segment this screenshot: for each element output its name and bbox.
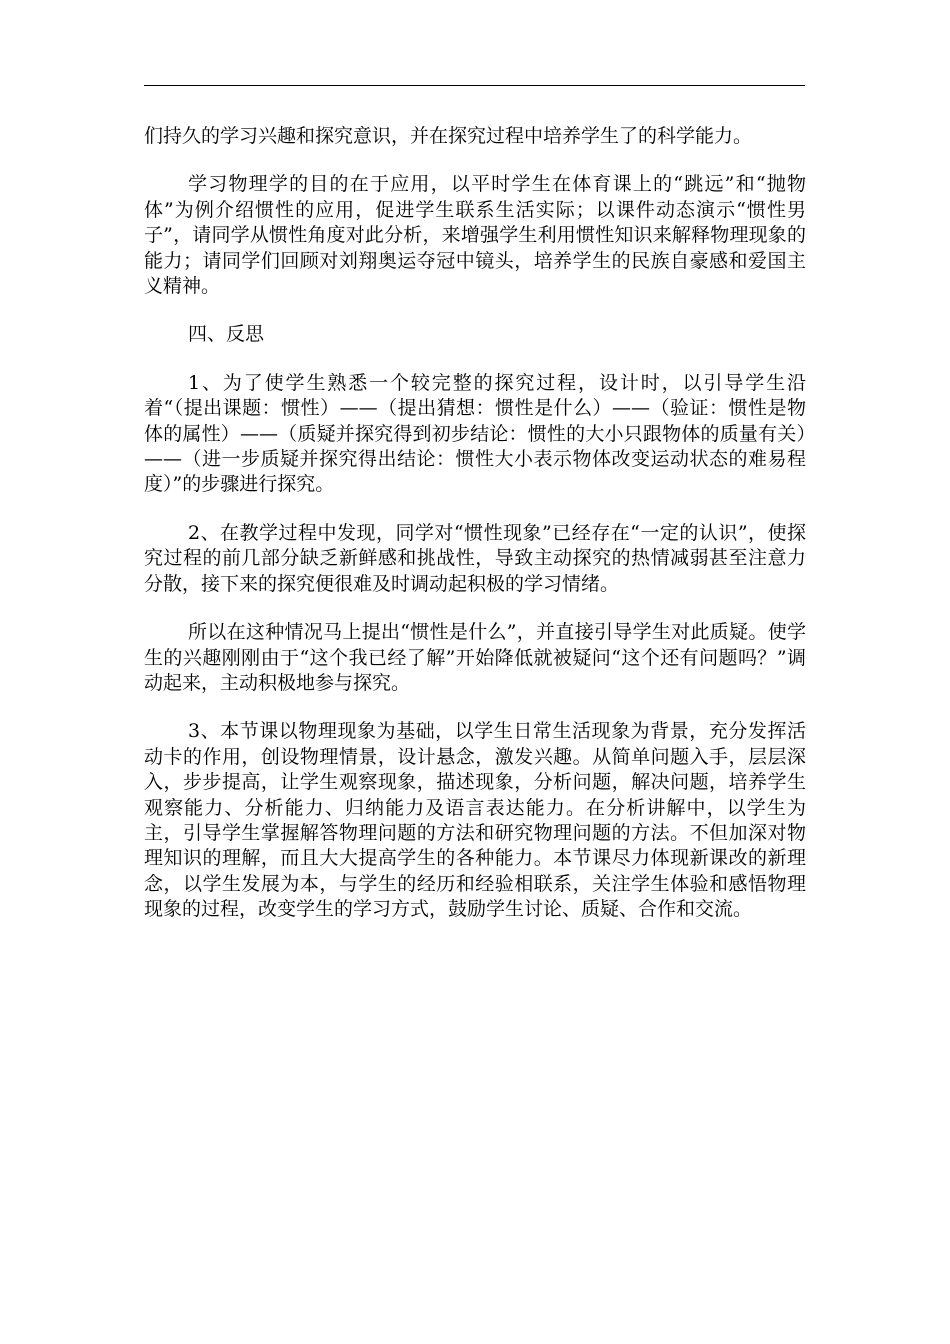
paragraph-reflection-2: 2、在教学过程中发现，同学对“惯性现象”已经存在“一定的认识”，使探究过程的前几部分缺乏新鲜感和挑战性，导致主动探究的热情减弱甚至注意力分散，接下来的探究便很难及时调动起积极的学习情绪。 [144, 521, 806, 595]
header-rule [144, 85, 805, 86]
section-heading-reflection: 四、反思 [188, 323, 265, 346]
document-body [144, 124, 806, 946]
paragraph-continuation: 们持久的学习兴趣和探究意识，并在探究过程中培养学生了的科学能力。 [144, 125, 753, 147]
paragraph-reflection-followup: 所以在这种情况马上提出“惯性是什么”，并直接引导学生对此质疑。使学生的兴趣刚刚由于“这个我已经了解”开始降低就被疑问“这个还有问题吗？”调动起来，主动积极地参与探究。 [144, 621, 806, 694]
paragraph-application: 学习物理学的目的在于应用，以平时学生在体育课上的“跳远”和“抛物体”为例介绍惯性的应用，促进学生联系生活实际；以课件动态演示“惯性男子”，请同学从惯性角度对此分析，来增强学生利用惯性知识来解释物理现象的能力；请同学们回顾对刘翔奥运夺冠中镜头，培养学生的民族自豪感和爱国主义精神。 [144, 173, 806, 298]
paragraph-reflection-3: 3、本节课以物理现象为基础，以学生日常生活现象为背景，充分发挥活动卡的作用，创设物理情景，设计悬念，激发兴趣。从简单问题入手，层层深入，步步提高，让学生观察现象，描述现象，分析问题，解决问题，培养学生观察能力、分析能力、归纳能力及语言表达能力。在分析讲解中，以学生为主，引导学生掌握解答物理问题的方法和研究物理问题的方法。不但加深对物理知识的理解，而且大大提高学生的各种能力。本节课尽力体现新课改的新理念，以学生发展为本，与学生的经历和经验相联系，关注学生体验和感悟物理现象的过程，改变学生的学习方式，鼓励学生讨论、质疑、合作和交流。 [144, 720, 806, 921]
paragraph-reflection-1: 1、为了使学生熟悉一个较完整的探究过程，设计时，以引导学生沿着“（提出课题：惯性）——（提出猜想：惯性是什么）——（验证：惯性是物体的属性）——（质疑并探究得到初步结论：惯性的大小只跟物体的质量有关）——（进一步质疑并探究得出结论：惯性大小表示物体改变运动状态的难易程度）”的步骤进行探究。 [144, 371, 806, 496]
